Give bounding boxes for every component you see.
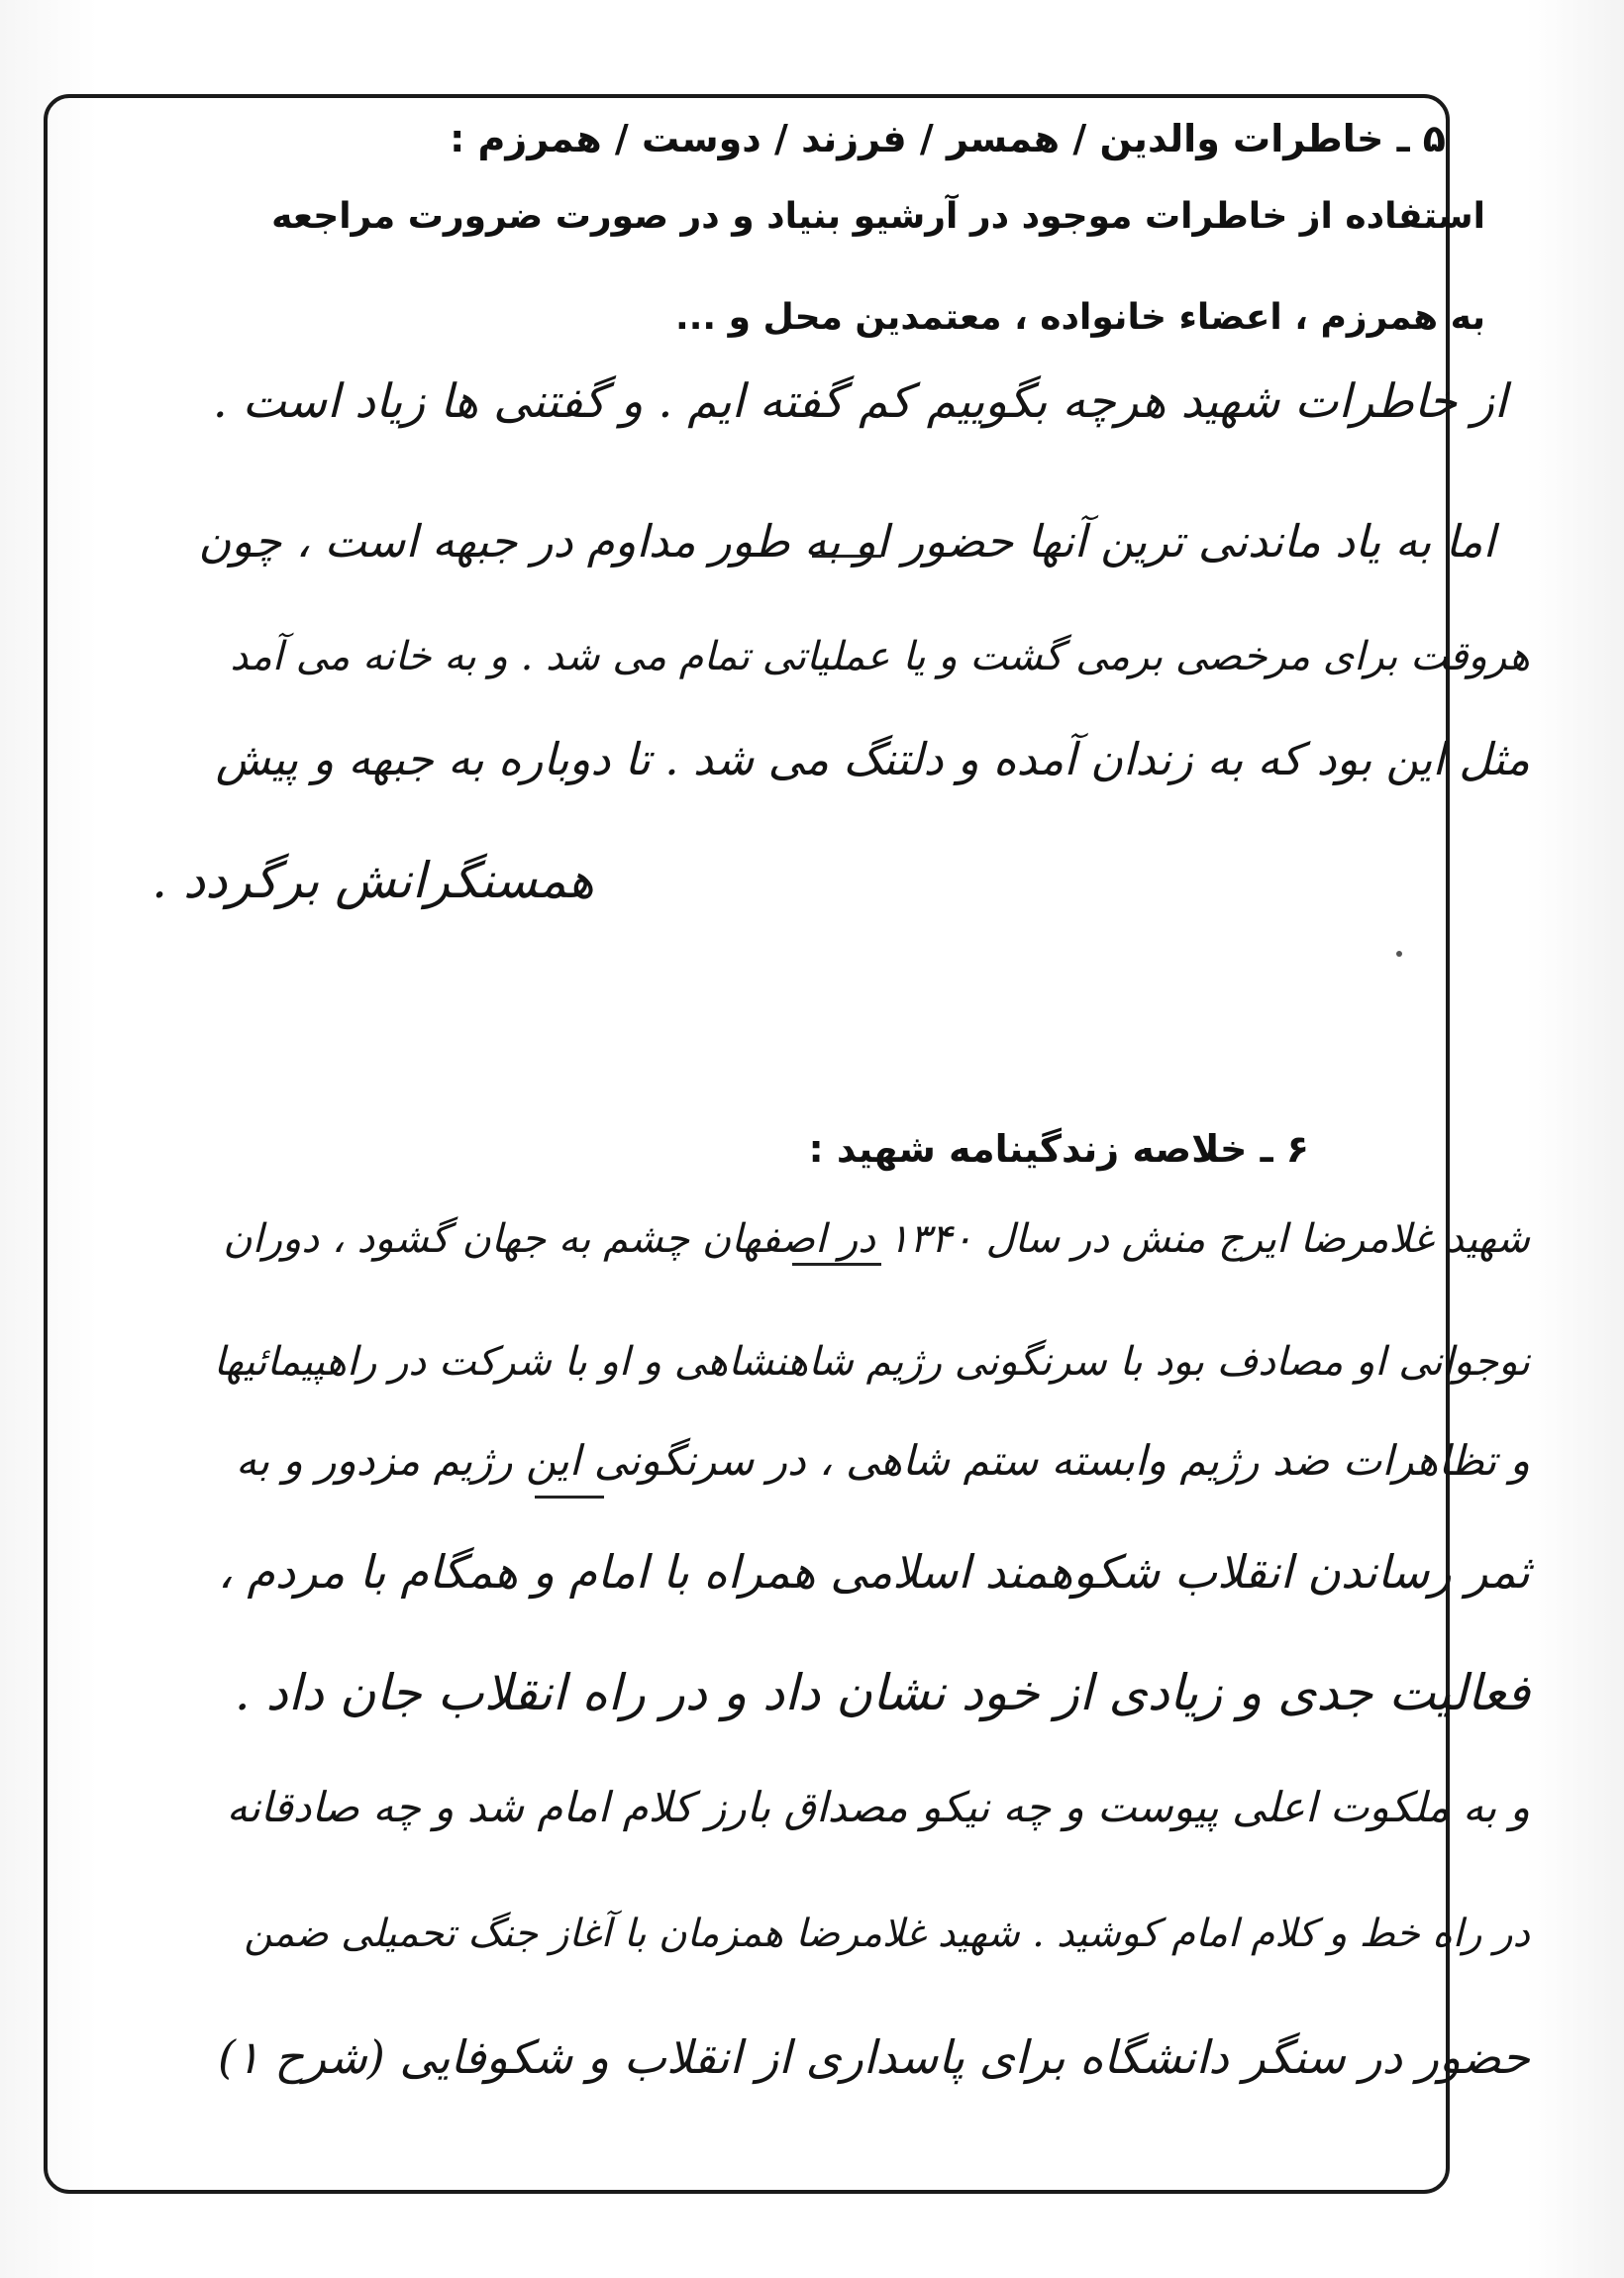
memoir-handwritten-line: هروقت برای مرخصی برمی گشت و یا عملیاتی تمام می شد . و به خانه می آمد xyxy=(230,634,1530,679)
pen-underline xyxy=(812,555,881,558)
memoir-handwritten-line: از خاطرات شهید هرچه بگوییم کم گفته ایم . و گفتنی ها زیاد است . xyxy=(212,374,1507,429)
memoir-handwritten-line: مثل این بود که به زندان آمده و دلتنگ می شد . تا دوباره به جبهه و پیش xyxy=(215,733,1530,785)
memoir-handwritten-line: همسنگرانش برگردد . xyxy=(152,852,594,909)
pen-underline xyxy=(792,1263,881,1266)
show-through-text xyxy=(1551,149,1565,199)
memoir-handwritten-line: اما به یاد ماندنی ترین آنها حضور او به طور مداوم در جبهه است ، چون xyxy=(198,515,1495,568)
section-5-instruction-line-2: به همرزم ، اعضاء خانواده ، معتمدین محل و ... xyxy=(675,297,1485,338)
biography-handwritten-line: ثمر رساندن انقلاب شکوهمند اسلامی همراه با امام و همگام با مردم ، xyxy=(217,1545,1530,1599)
biography-handwritten-line: فعالیت جدی و زیادی از خود نشان داد و در راه انقلاب جان داد . xyxy=(234,1664,1530,1721)
biography-handwritten-line: و به ملکوت اعلی پیوست و چه نیکو مصداق بارز کلام امام شد و چه صادقانه xyxy=(226,1783,1530,1831)
pen-underline xyxy=(535,1496,604,1499)
biography-handwritten-line: و تظاهرات ضد رژیم وابسته ستم شاهی ، در سرنگونی این رژیم مزدور و به xyxy=(236,1436,1530,1485)
biography-handwritten-line: حضور در سنگر دانشگاه برای پاسداری از انقلاب و شکوفایی (شرح ۱) xyxy=(217,2030,1530,2084)
section-6-heading: ۶ ـ خلاصه زندگینامه شهید : xyxy=(808,1127,1309,1171)
biography-handwritten-line: نوجوانی او مصادف بود با سرنگونی رژیم شاهنشاهی و او با شرکت در راهپیمائیها xyxy=(213,1339,1530,1385)
biography-handwritten-line: شهید غلامرضا ایرج منش در سال ۱۳۴۰ در اصفهان چشم به جهان گشود ، دوران xyxy=(223,1216,1530,1262)
ink-speck xyxy=(1396,951,1402,957)
section-5-instruction-line-1: استفاده از خاطرات موجود در آرشیو بنیاد و در صورت ضرورت مراجعه xyxy=(271,196,1485,237)
section-5-heading: ۵ ـ خاطرات والدین / همسر / فرزند / دوست / همرزم : xyxy=(450,117,1446,160)
biography-handwritten-line: در راه خط و کلام امام کوشید . شهید غلامرضا همزمان با آغاز جنگ تحمیلی ضمن xyxy=(244,1912,1530,1956)
